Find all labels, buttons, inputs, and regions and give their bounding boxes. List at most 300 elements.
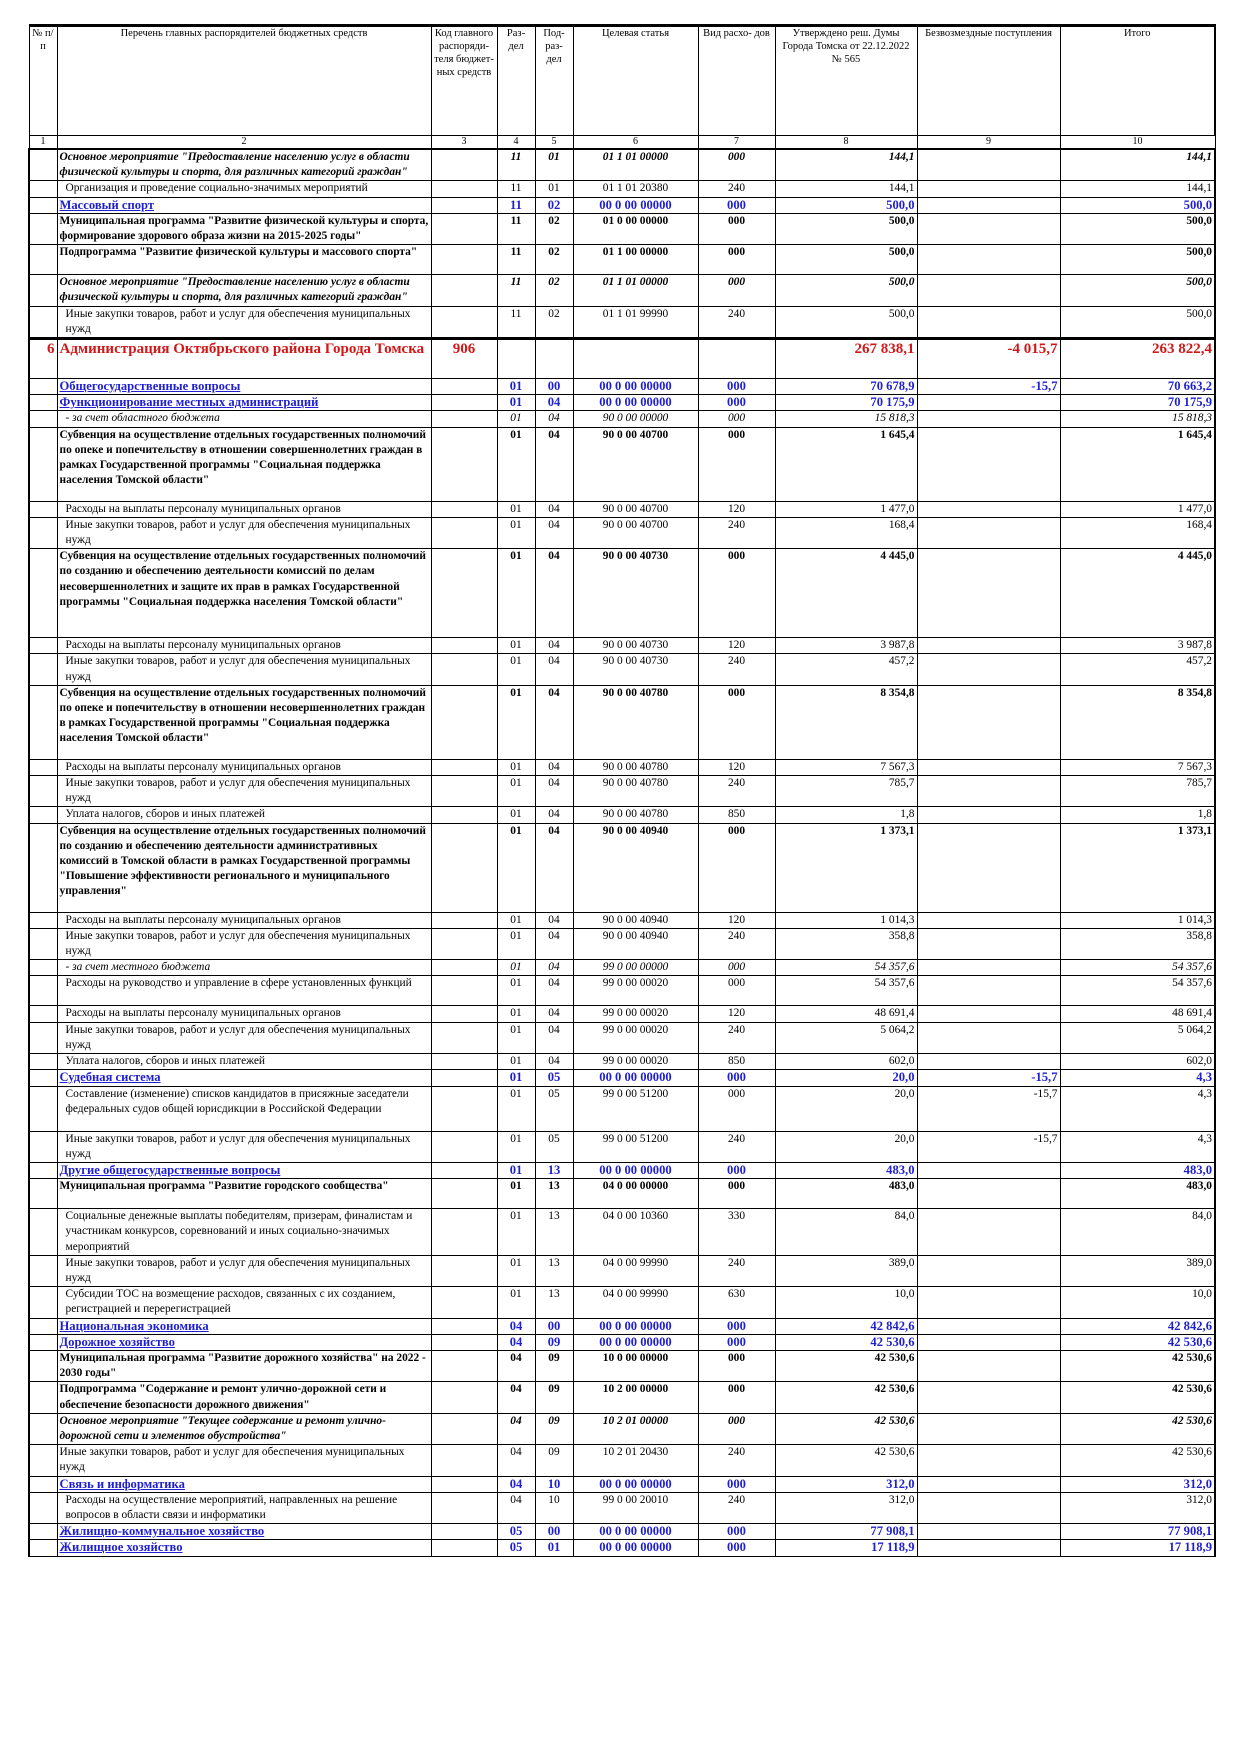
table-row — [29, 807, 1215, 823]
gratuitous-amount-cell — [917, 823, 1060, 912]
target-article-cell: 00 0 00 00000 — [573, 197, 698, 213]
approved-amount-cell: 1 477,0 — [775, 501, 917, 517]
approved-amount-cell: 457,2 — [775, 654, 917, 685]
target-article-cell: 90 0 00 40940 — [573, 912, 698, 928]
distributor-code-cell — [431, 1022, 497, 1053]
distributor-code-cell — [431, 1162, 497, 1178]
section-cell: 05 — [497, 1540, 535, 1556]
subsection-cell: 04 — [535, 759, 573, 775]
gratuitous-amount-cell — [917, 1540, 1060, 1556]
gratuitous-amount-cell — [917, 912, 1060, 928]
total-amount-cell: 263 822,4 — [1060, 339, 1215, 379]
expense-type-cell: 240 — [698, 181, 775, 197]
target-article-cell: 90 0 00 40730 — [573, 638, 698, 654]
subsection-cell: 04 — [535, 638, 573, 654]
distributor-code-cell — [431, 1179, 497, 1209]
section-cell: 11 — [497, 213, 535, 244]
target-article-cell — [573, 339, 698, 379]
table-row — [29, 1131, 1215, 1162]
section-cell: 01 — [497, 1131, 535, 1162]
table-row — [29, 1350, 1215, 1381]
table-row — [29, 149, 1215, 181]
approved-amount-cell: 1 373,1 — [775, 823, 917, 912]
description-cell: Иные закупки товаров, работ и услуг для обеспечения муниципальных нужд — [57, 1131, 431, 1162]
expense-type-cell: 240 — [698, 306, 775, 338]
row-number-cell — [29, 1131, 57, 1162]
section-cell — [497, 339, 535, 379]
section-cell: 01 — [497, 395, 535, 411]
expense-type-cell — [698, 339, 775, 379]
subsection-cell: 04 — [535, 1022, 573, 1053]
total-amount-cell: 48 691,4 — [1060, 1006, 1215, 1022]
header-expense-type: Вид расхо- дов — [698, 26, 775, 136]
target-article-cell: 10 2 01 20430 — [573, 1445, 698, 1476]
approved-amount-cell: 785,7 — [775, 776, 917, 807]
distributor-code-cell — [431, 1318, 497, 1334]
description-cell: Основное мероприятие "Предоставление населению услуг в области физической культуры и спорта, для различных категорий граждан" — [57, 275, 431, 306]
expense-type-cell: 000 — [698, 976, 775, 1006]
subsection-cell: 00 — [535, 1318, 573, 1334]
distributor-code-cell — [431, 306, 497, 338]
description-cell: Национальная экономика — [57, 1318, 431, 1334]
target-article-cell: 04 0 00 99990 — [573, 1255, 698, 1286]
expense-type-cell: 240 — [698, 1022, 775, 1053]
expense-type-cell: 000 — [698, 1413, 775, 1444]
distributor-code-cell — [431, 1382, 497, 1413]
total-amount-cell: 4,3 — [1060, 1131, 1215, 1162]
description-cell: Расходы на осуществление мероприятий, направленных на решение вопросов в области связи и информатики — [57, 1492, 431, 1523]
target-article-cell: 99 0 00 51200 — [573, 1086, 698, 1131]
total-amount-cell: 4,3 — [1060, 1086, 1215, 1131]
table-row — [29, 685, 1215, 759]
description-cell: Социальные денежные выплаты победителям, призерам, финалистам и участникам конкурсов, соревнований и иных социально-значимых мероприятий — [57, 1209, 431, 1256]
gratuitous-amount-cell: -4 015,7 — [917, 339, 1060, 379]
row-number-cell — [29, 1086, 57, 1131]
description-cell: Субвенция на осуществление отдельных государственных полномочий по опеке и попечительству в отношении совершеннолетних граждан в рамках Государственной программы "Социальная поддержка населения Томской области" — [57, 427, 431, 501]
approved-amount-cell: 42 530,6 — [775, 1382, 917, 1413]
expense-type-cell: 240 — [698, 1255, 775, 1286]
approved-amount-cell: 144,1 — [775, 149, 917, 181]
gratuitous-amount-cell — [917, 149, 1060, 181]
approved-amount-cell: 500,0 — [775, 306, 917, 338]
table-row — [29, 411, 1215, 427]
target-article-cell: 10 2 01 00000 — [573, 1413, 698, 1444]
expense-type-cell: 000 — [698, 275, 775, 306]
description-cell: Муниципальная программа "Развитие городского сообщества" — [57, 1179, 431, 1209]
approved-amount-cell: 17 118,9 — [775, 1540, 917, 1556]
description-cell: Жилищное хозяйство — [57, 1540, 431, 1556]
row-number-cell — [29, 1350, 57, 1381]
subsection-cell: 01 — [535, 149, 573, 181]
target-article-cell: 00 0 00 00000 — [573, 1070, 698, 1086]
total-amount-cell: 1,8 — [1060, 807, 1215, 823]
gratuitous-amount-cell — [917, 1318, 1060, 1334]
total-amount-cell: 42 530,6 — [1060, 1350, 1215, 1381]
target-article-cell: 04 0 00 10360 — [573, 1209, 698, 1256]
subsection-cell: 00 — [535, 379, 573, 395]
approved-amount-cell: 42 530,6 — [775, 1334, 917, 1350]
total-amount-cell: 1 477,0 — [1060, 501, 1215, 517]
column-number: 6 — [573, 136, 698, 150]
section-cell: 01 — [497, 411, 535, 427]
row-number-cell — [29, 776, 57, 807]
header-distributor-code: Код главного распоряди- теля бюджет- ных средств — [431, 26, 497, 136]
row-number-cell — [29, 807, 57, 823]
description-cell: Иные закупки товаров, работ и услуг для обеспечения муниципальных нужд — [57, 1255, 431, 1286]
expense-type-cell: 240 — [698, 928, 775, 959]
description-cell: Муниципальная программа "Развитие физической культуры и спорта, формирование здорового образа жизни на 2015-2025 годы" — [57, 213, 431, 244]
expense-type-cell: 850 — [698, 807, 775, 823]
total-amount-cell: 168,4 — [1060, 517, 1215, 548]
row-number-cell — [29, 823, 57, 912]
target-article-cell: 01 1 00 00000 — [573, 245, 698, 275]
section-cell: 01 — [497, 960, 535, 976]
gratuitous-amount-cell — [917, 1524, 1060, 1540]
expense-type-cell: 630 — [698, 1287, 775, 1318]
section-cell: 01 — [497, 976, 535, 1006]
gratuitous-amount-cell: -15,7 — [917, 1131, 1060, 1162]
target-article-cell: 04 0 00 99990 — [573, 1287, 698, 1318]
approved-amount-cell: 3 987,8 — [775, 638, 917, 654]
approved-amount-cell: 77 908,1 — [775, 1524, 917, 1540]
table-row — [29, 1540, 1215, 1556]
approved-amount-cell: 10,0 — [775, 1287, 917, 1318]
header-subsection: Под- раз- дел — [535, 26, 573, 136]
expense-type-cell: 000 — [698, 411, 775, 427]
section-cell: 01 — [497, 1287, 535, 1318]
total-amount-cell: 312,0 — [1060, 1492, 1215, 1523]
expense-type-cell: 120 — [698, 912, 775, 928]
approved-amount-cell: 20,0 — [775, 1086, 917, 1131]
section-cell: 01 — [497, 654, 535, 685]
expense-type-cell: 000 — [698, 1524, 775, 1540]
total-amount-cell: 500,0 — [1060, 306, 1215, 338]
description-cell: Иные закупки товаров, работ и услуг для обеспечения муниципальных нужд — [57, 1445, 431, 1476]
approved-amount-cell: 15 818,3 — [775, 411, 917, 427]
target-article-cell: 90 0 00 40700 — [573, 427, 698, 501]
total-amount-cell: 457,2 — [1060, 654, 1215, 685]
total-amount-cell: 42 530,6 — [1060, 1334, 1215, 1350]
subsection-cell: 04 — [535, 501, 573, 517]
approved-amount-cell: 1 014,3 — [775, 912, 917, 928]
approved-amount-cell: 267 838,1 — [775, 339, 917, 379]
distributor-code-cell — [431, 517, 497, 548]
column-number: 1 — [29, 136, 57, 150]
target-article-cell: 90 0 00 40940 — [573, 823, 698, 912]
gratuitous-amount-cell — [917, 181, 1060, 197]
section-cell: 01 — [497, 638, 535, 654]
section-cell: 04 — [497, 1445, 535, 1476]
header-total: Итого — [1060, 26, 1215, 136]
row-number-cell — [29, 1540, 57, 1556]
subsection-cell: 09 — [535, 1413, 573, 1444]
section-cell: 01 — [497, 807, 535, 823]
table-row — [29, 549, 1215, 638]
gratuitous-amount-cell — [917, 1445, 1060, 1476]
subsection-cell: 04 — [535, 1054, 573, 1070]
administrator-row — [29, 339, 1215, 379]
gratuitous-amount-cell — [917, 1006, 1060, 1022]
target-article-cell: 01 1 01 00000 — [573, 149, 698, 181]
table-header — [29, 26, 1215, 150]
subsection-cell: 02 — [535, 245, 573, 275]
target-article-cell: 01 1 01 00000 — [573, 275, 698, 306]
subsection-cell: 01 — [535, 181, 573, 197]
gratuitous-amount-cell — [917, 685, 1060, 759]
distributor-code-cell — [431, 1209, 497, 1256]
section-cell: 04 — [497, 1492, 535, 1523]
expense-type-cell: 000 — [698, 213, 775, 244]
total-amount-cell: 483,0 — [1060, 1179, 1215, 1209]
gratuitous-amount-cell — [917, 1413, 1060, 1444]
row-number-cell — [29, 1318, 57, 1334]
gratuitous-amount-cell — [917, 411, 1060, 427]
gratuitous-amount-cell — [917, 306, 1060, 338]
description-cell: Иные закупки товаров, работ и услуг для обеспечения муниципальных нужд — [57, 654, 431, 685]
distributor-code-cell — [431, 759, 497, 775]
subsection-cell: 02 — [535, 213, 573, 244]
table-row — [29, 1287, 1215, 1318]
subsection-cell: 01 — [535, 1540, 573, 1556]
target-article-cell: 90 0 00 40700 — [573, 517, 698, 548]
header-distributors: Перечень главных распорядителей бюджетных средств — [57, 26, 431, 136]
target-article-cell: 00 0 00 00000 — [573, 1162, 698, 1178]
row-number-cell — [29, 379, 57, 395]
target-article-cell: 90 0 00 40780 — [573, 759, 698, 775]
table-row — [29, 501, 1215, 517]
gratuitous-amount-cell — [917, 638, 1060, 654]
table-row — [29, 912, 1215, 928]
table-row — [29, 759, 1215, 775]
row-number-cell — [29, 1209, 57, 1256]
section-cell: 04 — [497, 1476, 535, 1492]
approved-amount-cell: 312,0 — [775, 1476, 917, 1492]
expense-type-cell: 240 — [698, 1492, 775, 1523]
distributor-code-cell — [431, 976, 497, 1006]
total-amount-cell: 500,0 — [1060, 245, 1215, 275]
total-amount-cell: 144,1 — [1060, 181, 1215, 197]
distributor-code-cell — [431, 1054, 497, 1070]
description-cell: Основное мероприятие "Предоставление населению услуг в области физической культуры и спорта, для различных категорий граждан" — [57, 149, 431, 181]
distributor-code-cell — [431, 427, 497, 501]
table-row — [29, 823, 1215, 912]
distributor-code-cell — [431, 807, 497, 823]
distributor-code-cell — [431, 1540, 497, 1556]
subsection-cell: 02 — [535, 197, 573, 213]
gratuitous-amount-cell — [917, 976, 1060, 1006]
gratuitous-amount-cell — [917, 960, 1060, 976]
total-amount-cell: 785,7 — [1060, 776, 1215, 807]
gratuitous-amount-cell — [917, 1054, 1060, 1070]
expense-type-cell: 330 — [698, 1209, 775, 1256]
target-article-cell: 01 1 01 20380 — [573, 181, 698, 197]
total-amount-cell: 77 908,1 — [1060, 1524, 1215, 1540]
row-number-cell — [29, 395, 57, 411]
gratuitous-amount-cell — [917, 501, 1060, 517]
description-cell: Субвенция на осуществление отдельных государственных полномочий по созданию и обеспечению деятельности комиссий по делам несовершеннолетних и защите их прав в рамках Государственной программы "Социальная поддержка населения Томской области" — [57, 549, 431, 638]
section-cell: 01 — [497, 823, 535, 912]
header-target-article: Целевая статья — [573, 26, 698, 136]
table-row — [29, 976, 1215, 1006]
total-amount-cell: 8 354,8 — [1060, 685, 1215, 759]
target-article-cell: 90 0 00 40780 — [573, 685, 698, 759]
table-row — [29, 181, 1215, 197]
approved-amount-cell: 144,1 — [775, 181, 917, 197]
table-row — [29, 1162, 1215, 1178]
table-row — [29, 1179, 1215, 1209]
total-amount-cell: 42 842,6 — [1060, 1318, 1215, 1334]
distributor-code-cell — [431, 275, 497, 306]
distributor-code-cell — [431, 379, 497, 395]
row-number-cell — [29, 1413, 57, 1444]
subsection-cell: 13 — [535, 1287, 573, 1318]
gratuitous-amount-cell — [917, 1162, 1060, 1178]
row-number-cell — [29, 197, 57, 213]
subsection-cell: 04 — [535, 427, 573, 501]
distributor-code-cell — [431, 776, 497, 807]
subsection-cell: 04 — [535, 976, 573, 1006]
total-amount-cell: 70 663,2 — [1060, 379, 1215, 395]
subsection-cell: 05 — [535, 1070, 573, 1086]
row-number-cell — [29, 549, 57, 638]
row-number-cell — [29, 411, 57, 427]
row-number-cell — [29, 275, 57, 306]
description-cell: - за счет областного бюджета — [57, 411, 431, 427]
subsection-cell: 04 — [535, 685, 573, 759]
expense-type-cell: 000 — [698, 245, 775, 275]
table-row — [29, 517, 1215, 548]
subsection-cell: 13 — [535, 1209, 573, 1256]
header-number: № п/п — [29, 26, 57, 136]
subsection-cell: 04 — [535, 823, 573, 912]
subsection-cell: 04 — [535, 960, 573, 976]
table-row — [29, 1255, 1215, 1286]
section-cell: 01 — [497, 1209, 535, 1256]
gratuitous-amount-cell — [917, 1287, 1060, 1318]
row-number-cell — [29, 306, 57, 338]
section-cell: 11 — [497, 181, 535, 197]
table-row — [29, 1022, 1215, 1053]
total-amount-cell: 54 357,6 — [1060, 976, 1215, 1006]
subsection-cell: 05 — [535, 1131, 573, 1162]
target-article-cell: 01 1 01 99990 — [573, 306, 698, 338]
target-article-cell: 04 0 00 00000 — [573, 1179, 698, 1209]
target-article-cell: 90 0 00 40700 — [573, 501, 698, 517]
row-number-cell — [29, 1070, 57, 1086]
expense-type-cell: 850 — [698, 1054, 775, 1070]
row-number-cell — [29, 501, 57, 517]
description-cell: Массовый спорт — [57, 197, 431, 213]
table-row — [29, 245, 1215, 275]
section-cell: 01 — [497, 1179, 535, 1209]
subsection-cell: 09 — [535, 1334, 573, 1350]
distributor-code-cell — [431, 1255, 497, 1286]
row-number-cell — [29, 1179, 57, 1209]
gratuitous-amount-cell — [917, 1334, 1060, 1350]
description-cell: Расходы на выплаты персоналу муниципальных органов — [57, 501, 431, 517]
section-cell: 01 — [497, 1054, 535, 1070]
header-gratuitous: Безвозмездные поступления — [917, 26, 1060, 136]
total-amount-cell: 7 567,3 — [1060, 759, 1215, 775]
expense-type-cell: 000 — [698, 1476, 775, 1492]
section-cell: 04 — [497, 1382, 535, 1413]
row-number-cell — [29, 1524, 57, 1540]
subsection-cell: 02 — [535, 275, 573, 306]
distributor-code-cell — [431, 149, 497, 181]
target-article-cell: 99 0 00 00000 — [573, 960, 698, 976]
description-cell: Расходы на руководство и управление в сфере установленных функций — [57, 976, 431, 1006]
gratuitous-amount-cell — [917, 1476, 1060, 1492]
distributor-code-cell — [431, 1350, 497, 1381]
approved-amount-cell: 5 064,2 — [775, 1022, 917, 1053]
row-number-cell — [29, 1445, 57, 1476]
description-cell: Иные закупки товаров, работ и услуг для обеспечения муниципальных нужд — [57, 1022, 431, 1053]
row-number-cell — [29, 427, 57, 501]
row-number-cell: 6 — [29, 339, 57, 379]
description-cell: Уплата налогов, сборов и иных платежей — [57, 1054, 431, 1070]
expense-type-cell: 000 — [698, 1334, 775, 1350]
distributor-code-cell — [431, 1524, 497, 1540]
table-row — [29, 1334, 1215, 1350]
row-number-cell — [29, 1334, 57, 1350]
table-row — [29, 1318, 1215, 1334]
approved-amount-cell: 168,4 — [775, 517, 917, 548]
total-amount-cell: 42 530,6 — [1060, 1413, 1215, 1444]
gratuitous-amount-cell — [917, 427, 1060, 501]
approved-amount-cell: 8 354,8 — [775, 685, 917, 759]
distributor-code-cell — [431, 411, 497, 427]
distributor-code-cell — [431, 1287, 497, 1318]
approved-amount-cell: 389,0 — [775, 1255, 917, 1286]
gratuitous-amount-cell — [917, 928, 1060, 959]
expense-type-cell: 000 — [698, 427, 775, 501]
expense-type-cell: 120 — [698, 501, 775, 517]
approved-amount-cell: 500,0 — [775, 275, 917, 306]
row-number-cell — [29, 1476, 57, 1492]
expense-type-cell: 240 — [698, 1445, 775, 1476]
section-cell: 01 — [497, 501, 535, 517]
approved-amount-cell: 312,0 — [775, 1492, 917, 1523]
gratuitous-amount-cell — [917, 197, 1060, 213]
distributor-code-cell — [431, 685, 497, 759]
subsection-cell: 04 — [535, 1006, 573, 1022]
distributor-code-cell — [431, 197, 497, 213]
description-cell: Расходы на выплаты персоналу муниципальных органов — [57, 912, 431, 928]
approved-amount-cell: 483,0 — [775, 1179, 917, 1209]
description-cell: Судебная система — [57, 1070, 431, 1086]
approved-amount-cell: 358,8 — [775, 928, 917, 959]
header-section: Раз- дел — [497, 26, 535, 136]
table-row — [29, 1006, 1215, 1022]
gratuitous-amount-cell — [917, 395, 1060, 411]
total-amount-cell: 389,0 — [1060, 1255, 1215, 1286]
section-cell: 01 — [497, 517, 535, 548]
description-cell: Иные закупки товаров, работ и услуг для обеспечения муниципальных нужд — [57, 517, 431, 548]
column-number: 3 — [431, 136, 497, 150]
subsection-cell: 13 — [535, 1179, 573, 1209]
description-cell: Общегосударственные вопросы — [57, 379, 431, 395]
section-cell: 01 — [497, 1006, 535, 1022]
distributor-code-cell — [431, 912, 497, 928]
table-row — [29, 1209, 1215, 1256]
target-article-cell: 99 0 00 00020 — [573, 1054, 698, 1070]
approved-amount-cell: 70 175,9 — [775, 395, 917, 411]
section-cell: 11 — [497, 245, 535, 275]
row-number-cell — [29, 1255, 57, 1286]
row-number-cell — [29, 685, 57, 759]
section-cell: 11 — [497, 306, 535, 338]
header-row — [29, 26, 1215, 136]
